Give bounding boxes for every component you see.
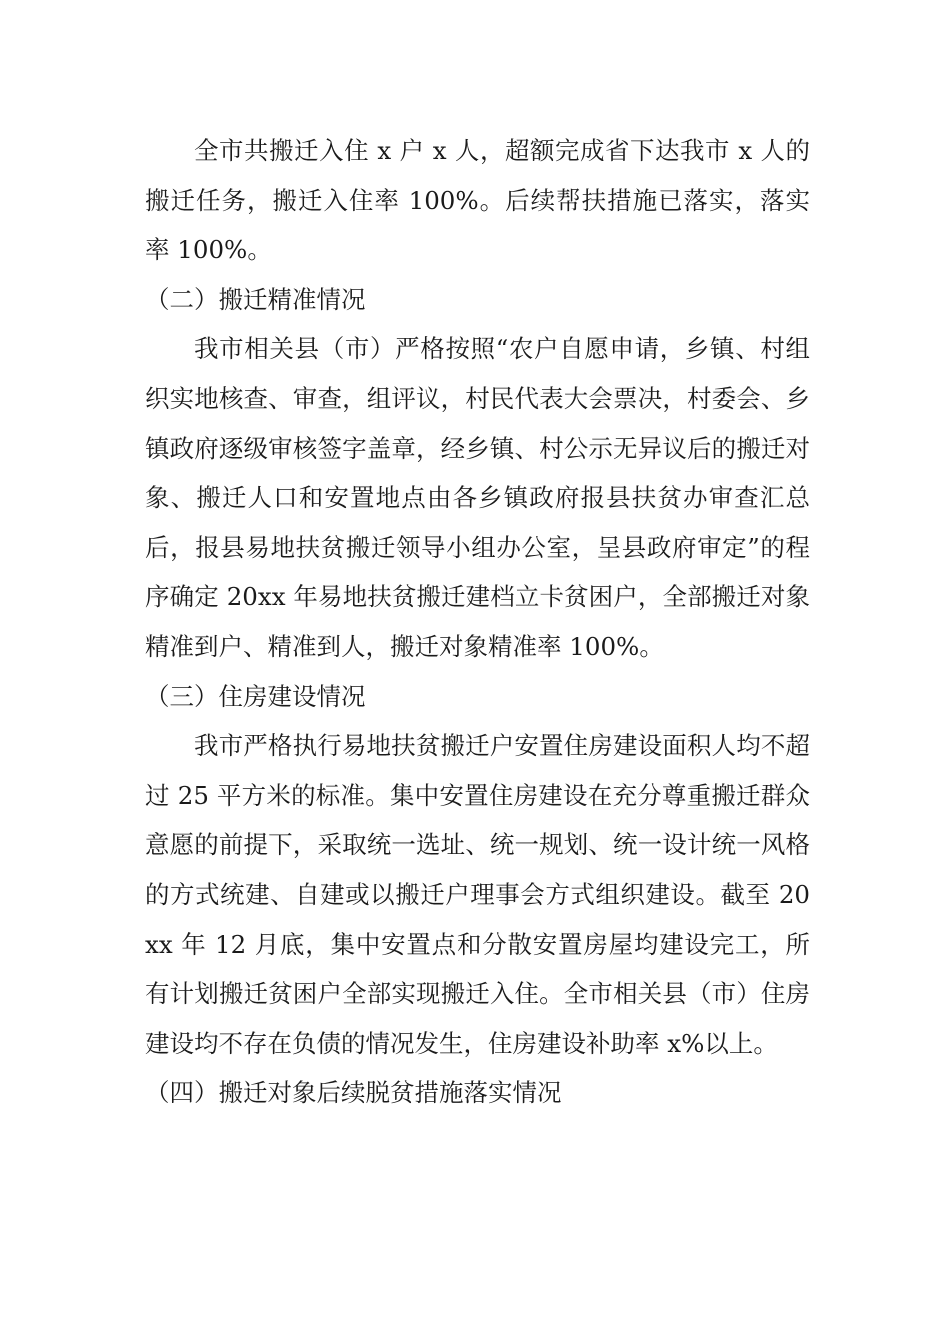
paragraph-precision: 我市相关县（市）严格按照“农户自愿申请，乡镇、村组织实地核查、审查，组评议，村民代表大会票决，村委会、乡镇政府逐级审核签字盖章，经乡镇、村公示无异议后的搬迁对象、搬迁人口和安置地点由各乡镇政府报县扶贫办审查汇总后，报县易地扶贫搬迁领导小组办公室，呈县政府审定”的程序确定 20xx 年易地扶贫搬迁建档立卡贫困户，全部搬迁对象精准到户、精准到人，搬迁对象精准率 100%。 [145, 334, 810, 661]
section-heading-follow-up: （四）搬迁对象后续脱贫措施落实情况 [145, 1078, 562, 1108]
paragraph-housing: 我市严格执行易地扶贫搬迁户安置住房建设面积人均不超过 25 平方米的标准。集中安置住房建设在充分尊重搬迁群众意愿的前提下，采取统一选址、统一规划、统一设计统一风格的方式统建、自建或以搬迁户理事会方式组织建设。截至 20xx 年 12 月底，集中安置点和分散安置房屋均建设完工，所有计划搬迁贫困户全部实现搬迁入住。全市相关县（市）住房建设均不存在负债的情况发生，住房建设补助率 x%以上。 [145, 731, 810, 1058]
section-heading-housing: （三）住房建设情况 [145, 681, 366, 711]
paragraph-relocation-summary: 全市共搬迁入住 x 户 x 人，超额完成省下达我市 x 人的搬迁任务，搬迁入住率 100%。后续帮扶措施已落实，落实率 100%。 [145, 136, 810, 265]
document-body [145, 126, 810, 1118]
section-heading-precision: （二）搬迁精准情况 [145, 284, 366, 314]
